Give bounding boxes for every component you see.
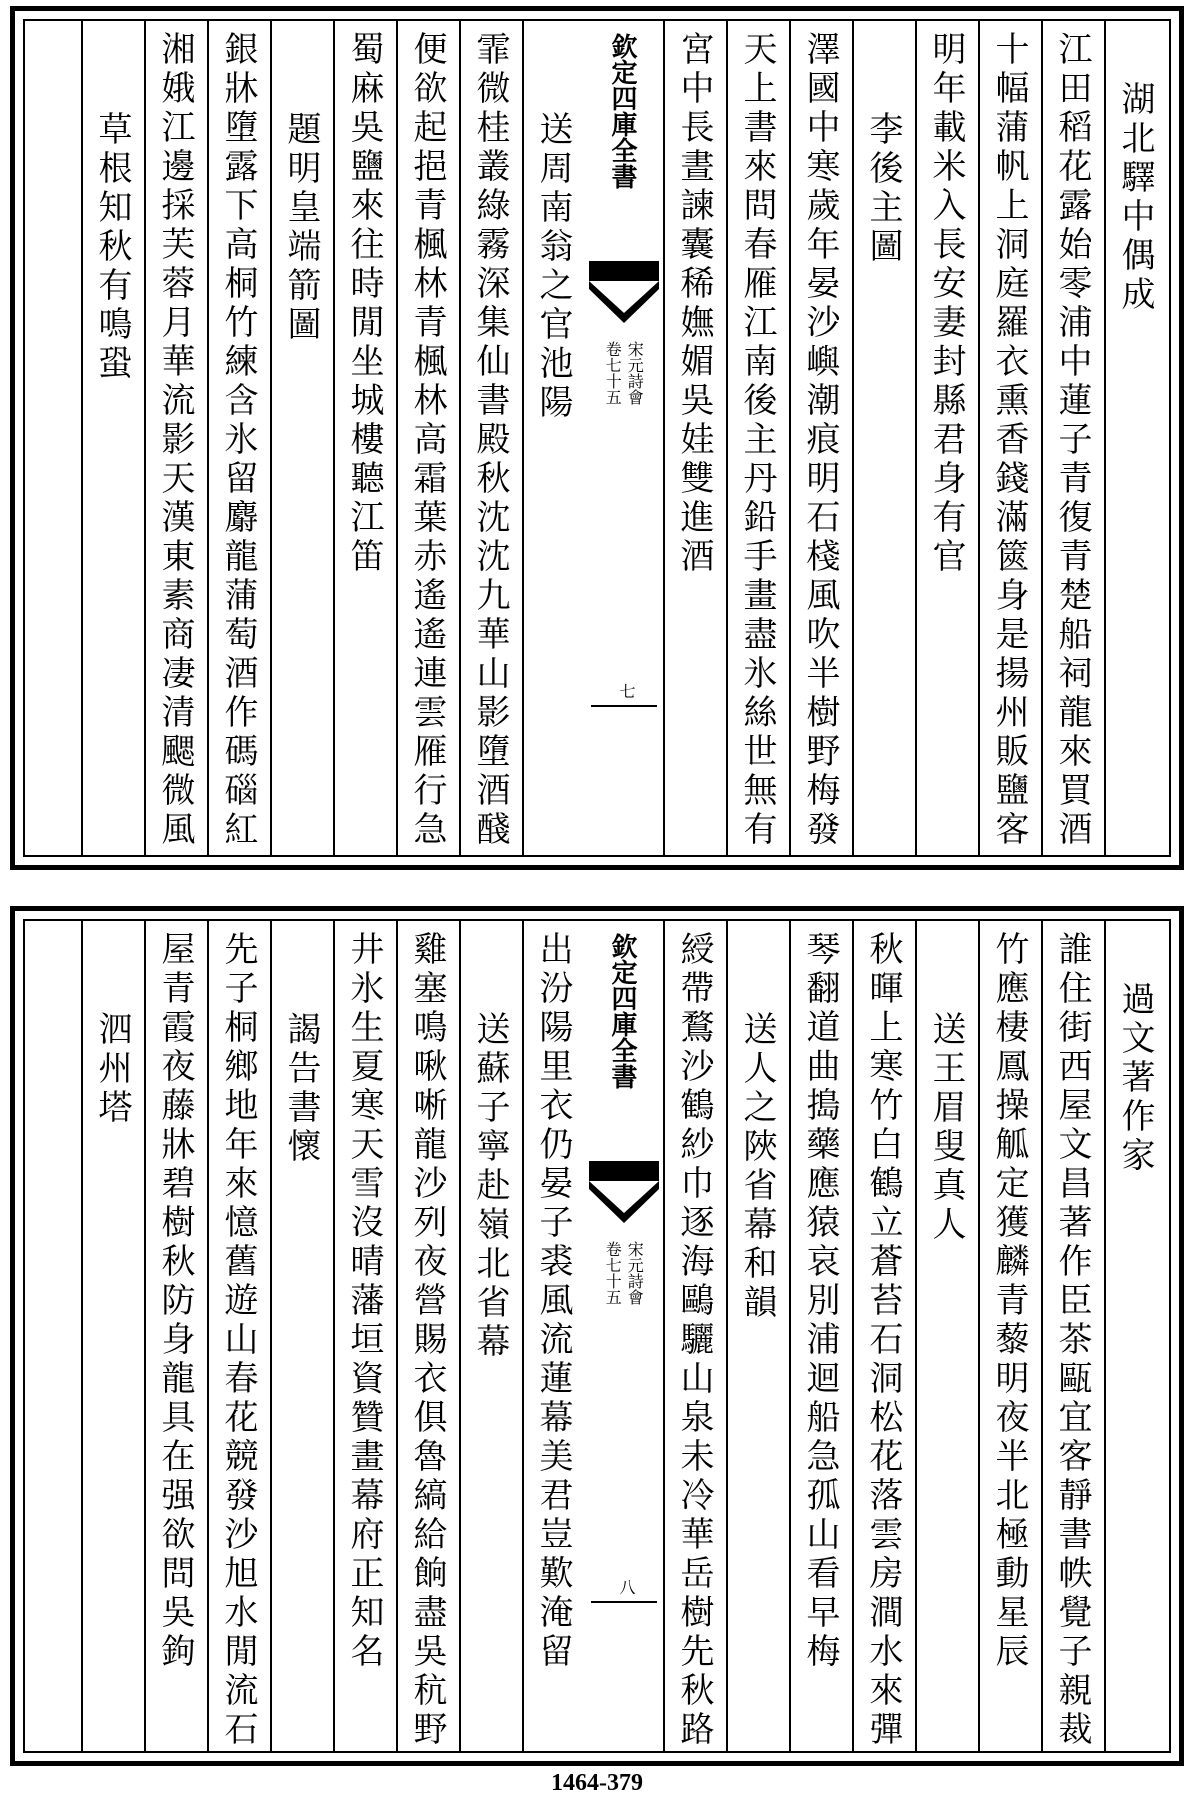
column-rule [1104,921,1106,1751]
column-rule [915,21,917,855]
column-rule [207,21,209,855]
center-fold-column [585,21,663,855]
leaf-number-rule [591,703,657,709]
column-rule [81,921,83,1751]
text-column: 江田稻花露始零浦中蓮子青復青楚船祠龍來買酒 [1052,31,1092,850]
text-column: 琴翻道曲搗藥應猿哀別浦迴船急孤山看早梅 [800,931,840,1672]
text-column: 送蘇子寧赴嶺北省幕 [470,1011,510,1362]
text-column: 草根知秋有鳴蛩 [92,111,132,384]
text-column: 天上書來問春雁江南後主丹鉛手畫盡氷絲世無有 [737,31,777,850]
text-column: 先子桐鄉地年來憶舊遊山春花競發沙旭水閒流石 [218,931,258,1750]
text-column: 湘娥江邊採芙蓉月華流影天漢東素商凄清颸微風 [155,31,195,850]
leaf-number: 八 [617,1579,636,1595]
text-column: 澤國中寒歲年晏沙嶼潮痕明石棧風吹半樹野梅發 [800,31,840,850]
text-column: 送人之陜省幕和韻 [737,1011,777,1323]
column-rule [789,921,791,1751]
column-rule [459,921,461,1751]
text-column: 明年載米入長安妻封縣君身有官 [926,31,966,577]
top-page-frame [23,19,1171,857]
book-title: 欽定四庫全書 [607,933,637,1089]
leaf-number: 七 [617,683,636,699]
column-rule [270,21,272,855]
column-rule [1104,21,1106,855]
page-footer-number: 1464-379 [551,1770,643,1796]
column-rule [726,21,728,855]
column-rule [852,921,854,1751]
column-rule [333,921,335,1751]
text-column: 銀牀墮露下高桐竹練含氷留麝龍蒲萄酒作碼碯紅 [218,31,258,850]
column-rule [396,21,398,855]
top-page [10,6,1184,870]
collection-name: 宋元詩會 [625,341,645,405]
center-rule [663,21,665,855]
column-rule [270,921,272,1751]
volume-number: 卷七十五 [603,341,623,405]
column-rule [207,921,209,1751]
book-title: 欽定四庫全書 [607,33,637,189]
text-column: 李後主圖 [863,111,903,267]
column-rule [1041,921,1043,1751]
text-column: 湖北驛中偶成 [1115,81,1155,315]
column-rule [396,921,398,1751]
column-rule [915,921,917,1751]
column-rule [978,921,980,1751]
text-column: 便欲起挹青楓林青楓林高霜葉赤遙遙連雲雁行急 [407,31,447,850]
column-rule [852,21,854,855]
text-column: 題明皇端箭圖 [281,111,321,345]
text-column: 泗州塔 [92,1011,132,1128]
center-fold-column [585,921,663,1751]
fish-tail-ornament [589,261,659,331]
fish-tail-ornament [589,1161,659,1231]
text-column: 井氷生夏寒天雪沒晴藩垣資贊畫幕府正知名 [344,931,384,1672]
text-column: 送周南翁之官池陽 [533,111,573,423]
column-rule [1041,21,1043,855]
column-rule [726,921,728,1751]
text-column: 出汾陽里衣仍晏子裘風流蓮幕美君豈歎淹留 [533,931,573,1672]
column-rule [144,21,146,855]
bottom-page-frame [23,919,1171,1753]
column-rule [144,921,146,1751]
collection-name: 宋元詩會 [625,1241,645,1305]
text-column: 綬帶鶩沙鶴紗巾逐海鷗驪山泉未冷華岳樹先秋路 [674,931,714,1750]
column-rule [789,21,791,855]
volume-number: 卷七十五 [603,1241,623,1305]
column-rule [81,21,83,855]
text-column: 過文著作家 [1115,981,1155,1176]
text-column: 十幅蒲帆上洞庭羅衣熏香錢滿篋身是揚州販鹽客 [989,31,1029,850]
text-column: 送王眉叟真人 [926,1011,966,1245]
center-rule [663,921,665,1751]
column-rule [522,921,524,1751]
column-rule [459,21,461,855]
text-column: 霏微桂叢綠霧深集仙書殿秋沈沈九華山影墮酒醆 [470,31,510,850]
text-column: 秋暉上寒竹白鶴立蒼苔石洞松花落雲房澗水來彈 [863,931,903,1750]
column-rule [333,21,335,855]
text-column: 宮中長晝諫囊稀嫵媚吳娃雙進酒 [674,31,714,577]
leaf-number-rule [591,1599,657,1605]
bottom-page [10,906,1184,1766]
text-column: 謁告書懷 [281,1011,321,1167]
column-rule [978,21,980,855]
text-column: 屋青霞夜藤牀碧樹秋防身龍具在强欲問吳鉤 [155,931,195,1672]
text-column: 雞塞鳴啾唽龍沙列夜營賜衣俱魯縞給餉盡吳秔野 [407,931,447,1750]
text-column: 竹應棲鳳操觚定獲麟青藜明夜半北極動星辰 [989,931,1029,1672]
text-column: 誰住街西屋文昌著作臣茶甌宜客靜書帙覺子親裁 [1052,931,1092,1750]
text-column: 蜀麻吳鹽來往時閒坐城樓聽江笛 [344,31,384,577]
column-rule [522,21,524,855]
